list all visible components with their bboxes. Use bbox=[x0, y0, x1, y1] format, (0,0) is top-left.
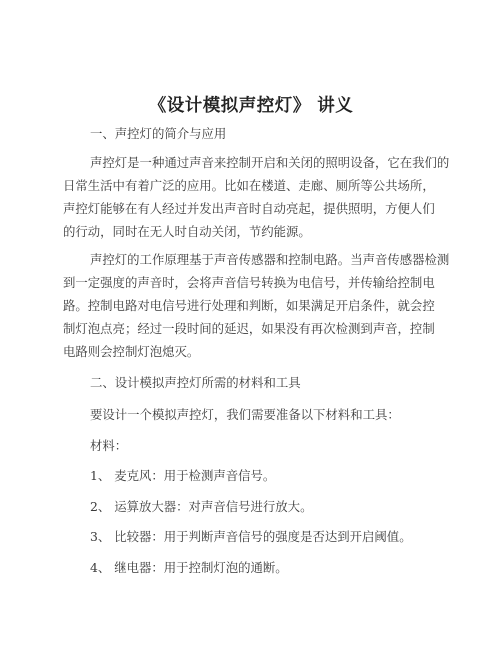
paragraph-1-line: 声控灯是一种通过声音来控制开启和关闭的照明设备，它在我们的 bbox=[90, 155, 450, 170]
paragraph-2-line: 制灯泡点亮；经过一段时间的延迟，如果没有再次检测到声音，控制 bbox=[63, 321, 435, 336]
paragraph-2-line: 路。控制电路对电信号进行处理和判断，如果满足开启条件，就会控 bbox=[63, 298, 435, 313]
paragraph-1-line: 声控灯能够在有人经过并发出声音时自动亮起，提供照明，方便人们 bbox=[63, 201, 435, 216]
list-item: 4、 继电器：用于控制灯泡的通断。 bbox=[90, 560, 288, 575]
section-heading-1: 一、声控灯的简介与应用 bbox=[90, 126, 227, 141]
paragraph-2-line: 电路则会控制灯泡熄灭。 bbox=[63, 344, 200, 359]
paragraph-1-line: 的行动，同时在无人时自动关闭，节约能源。 bbox=[63, 224, 311, 239]
intro-text: 要设计一个模拟声控灯，我们需要准备以下材料和工具： bbox=[90, 407, 400, 422]
materials-label: 材料： bbox=[90, 438, 128, 453]
list-item: 2、 运算放大器：对声音信号进行放大。 bbox=[90, 499, 313, 514]
page-title: 《设计模拟声控灯》 讲义 bbox=[148, 96, 354, 116]
list-item: 3、 比较器：用于判断声音信号的强度是否达到开启阈值。 bbox=[90, 529, 412, 544]
paragraph-1-line: 日常生活中有着广泛的应用。比如在楼道、走廊、厕所等公共场所， bbox=[63, 178, 435, 193]
section-heading-2: 二、设计模拟声控灯所需的材料和工具 bbox=[90, 375, 301, 390]
paragraph-2-line: 声控灯的工作原理基于声音传感器和控制电路。当声音传感器检测 bbox=[90, 252, 450, 267]
paragraph-2-line: 到一定强度的声音时，会将声音信号转换为电信号，并传输给控制电 bbox=[63, 275, 435, 290]
list-item: 1、 麦克风：用于检测声音信号。 bbox=[90, 468, 276, 483]
